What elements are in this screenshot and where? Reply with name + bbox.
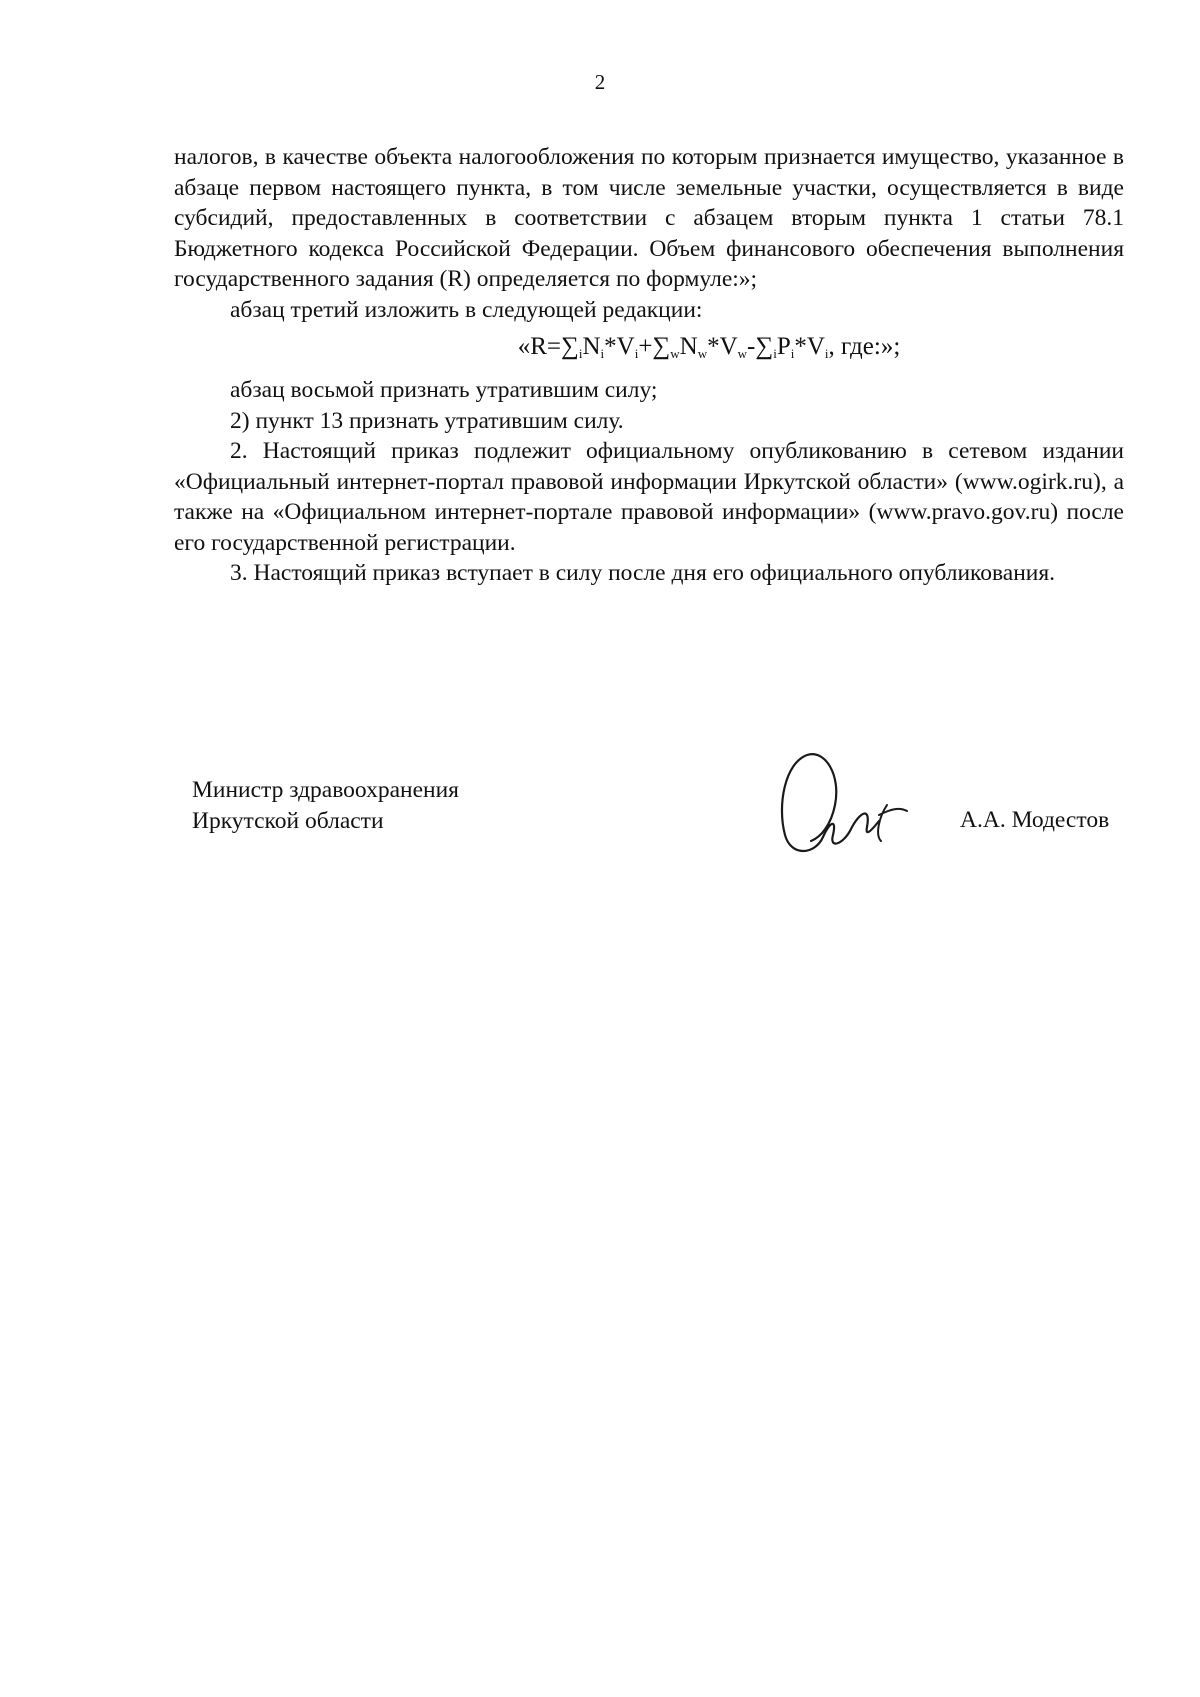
formula: «$R=\sum_iN_i*V_i+\sum_wN_w*V_w-\sum_iP_i*V_i$, где:»; xyxy=(517,333,901,361)
paragraph-repeal-eighth: абзац восьмой признать утратившим силу; xyxy=(230,377,658,403)
document-body xyxy=(174,142,1124,589)
signatory-position-line-1: Министр здравоохранения xyxy=(192,777,459,803)
paragraph-amendment-intro: абзац третий изложить в следующей редакции: xyxy=(230,296,703,323)
paragraph-publication: 2. Настоящий приказ подлежит официальному опубликованию в сетевом издании «Официальный интернет-портал правовой информации Иркутской области» (www.ogirk.ru), а также на «Официальном интернет-портале правовой информации» (www.pravo.gov.ru) после его государственной регистрации. xyxy=(174,438,1124,556)
paragraph-continuation: налогов, в качестве объекта налогообложения по которым признается имущество, указанное в абзаце первом настоящего пункта, в том числе земельные участки, осуществляется в виде субсидий, предоставленных в соответствии с абзацем вторым пункта 1 статьи 78.1 Бюджетного кодекса Российской Федерации. Объем финансового обеспечения выполнения государственного задания (R) определяется по формуле:»; xyxy=(174,144,1124,292)
handwritten-signature xyxy=(775,745,925,865)
signatory-position xyxy=(192,775,459,836)
page-number: 2 xyxy=(594,70,606,94)
paragraph-entry-into-force: 3. Настоящий приказ вступает в силу после дня его официального опубликования. xyxy=(230,560,1056,586)
paragraph-repeal-point-13: 2) пункт 13 признать утратившим силу. xyxy=(230,407,624,434)
signatory-position-line-2: Иркутской области xyxy=(192,807,384,834)
signatory-name: А.А. Модестов xyxy=(960,807,1110,833)
